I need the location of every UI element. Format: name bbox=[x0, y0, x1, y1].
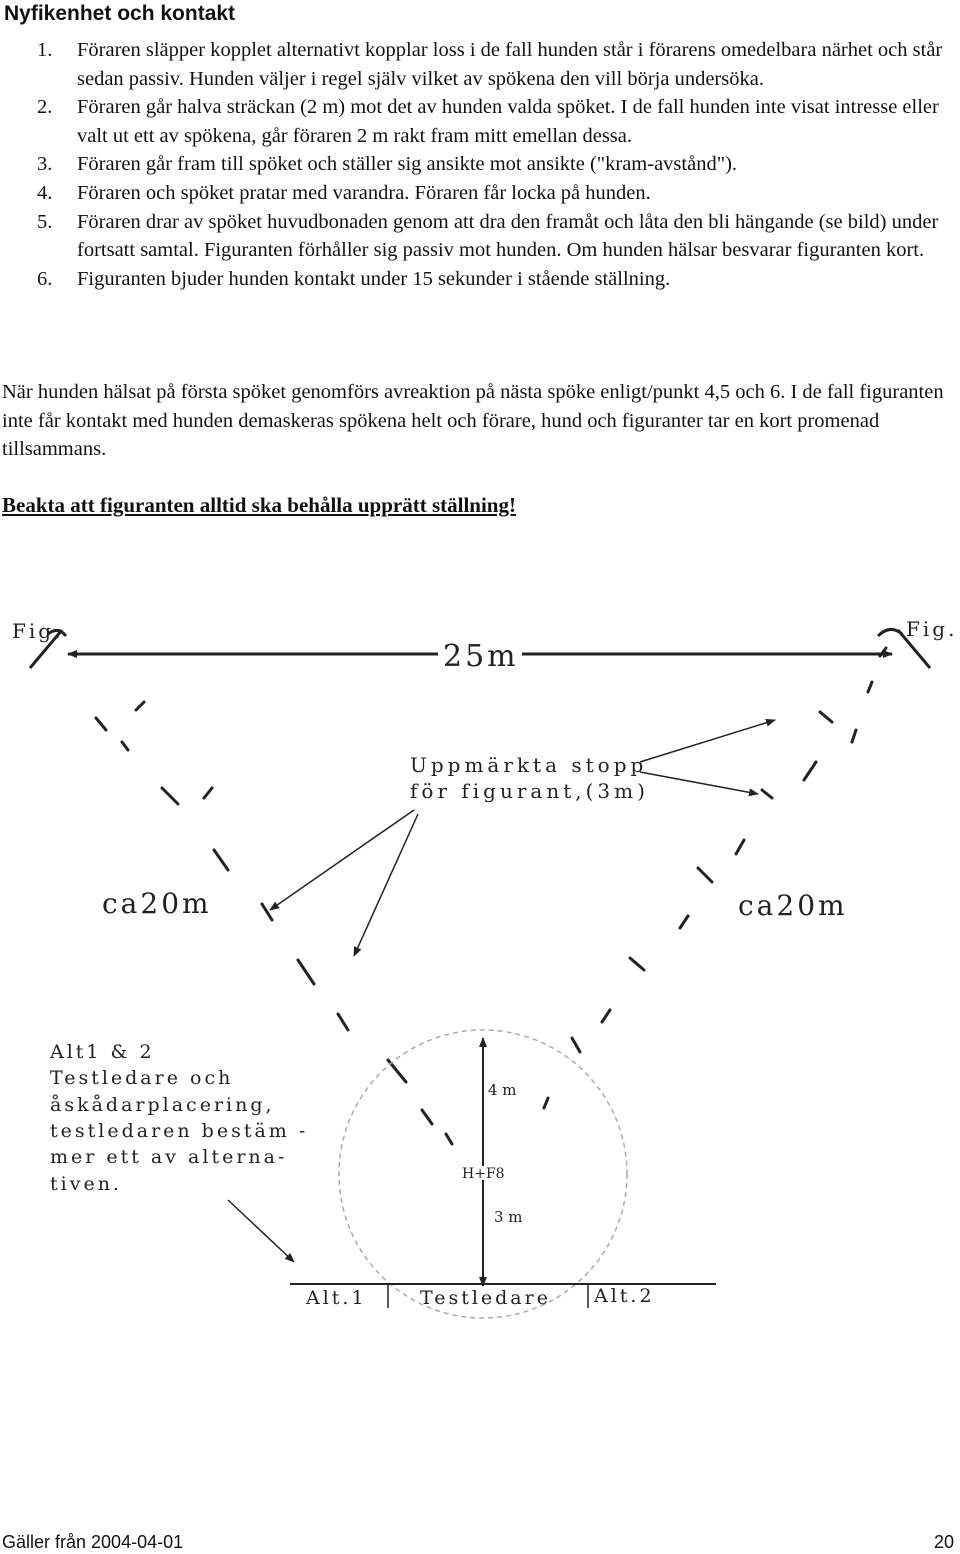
step-item bbox=[37, 208, 957, 265]
alt1-label: Alt.1 bbox=[306, 1287, 367, 1309]
step-item bbox=[37, 93, 957, 150]
alt-line: tiven. bbox=[50, 1173, 122, 1195]
field-diagram bbox=[0, 590, 960, 1330]
footer-page-number: 20 bbox=[933, 1532, 954, 1552]
distance-right-label: ca20m bbox=[738, 889, 848, 922]
stop-label-line2: för figurant,(3m) bbox=[410, 779, 649, 803]
distance-25m-label: 25m bbox=[443, 639, 519, 674]
step-text: Föraren släpper kopplet alternativt kopplar loss i de fall hunden står i förarens omedelbara närhet och står sedan passiv. Hunden väljer i regel själv vilket av spökena den vill börja undersöka. bbox=[77, 39, 943, 90]
step-text: Figuranten bjuder hunden kontakt under 15 sekunder i stående ställning. bbox=[77, 267, 671, 290]
stop-label-line1: Uppmärkta stopp bbox=[410, 753, 648, 777]
step-number: 4. bbox=[37, 181, 53, 204]
step-number: 1. bbox=[37, 39, 53, 61]
important-note-text: Beakta att figuranten alltid ska behålla upprätt ställning! bbox=[2, 493, 516, 517]
important-note bbox=[2, 493, 516, 518]
right-path-marks bbox=[544, 648, 886, 1108]
label-3m: 3 m bbox=[494, 1208, 523, 1226]
fig-left-label: Fig. bbox=[12, 619, 64, 643]
alt-pointer-arrow bbox=[228, 1200, 294, 1262]
fig-right-label: Fig. bbox=[906, 617, 958, 641]
step-item bbox=[37, 150, 957, 179]
procedure-paragraph: När hunden hälsat på första spöket genomförs avreaktion på nästa spöke enligt/punkt 4,5 och 6. I de fall figuranten inte får kontakt med hunden demaskeras spökena helt och förare, hund och figuranter tar en kort promenad tillsammans. bbox=[2, 381, 944, 461]
step-text: Föraren och spöket pratar med varandra. Föraren får locka på hunden. bbox=[77, 181, 651, 204]
instruction-steps bbox=[37, 36, 957, 293]
step-text: Föraren drar av spöket huvudbonaden genom att dra den framåt och låta den bli hängande (se bild) under fortsatt samtal. Figuranten förhåller sig passiv mot hunden. Om hunden hälsar besvarar figuranten kort. bbox=[77, 210, 939, 262]
alt-explanation bbox=[49, 1041, 308, 1195]
step-text: Föraren går halva sträckan (2 m) mot det av hunden valda spöket. I de fall hunden inte visat intresse eller valt ut ett av spökena, går föraren 2 m rakt fram mitt emellan dessa. bbox=[77, 96, 939, 147]
step-item bbox=[37, 179, 957, 208]
label-4m: 4 m bbox=[488, 1081, 517, 1099]
alt-line: mer ett av alterna- bbox=[50, 1146, 288, 1168]
testledare-label: Testledare bbox=[420, 1287, 551, 1309]
step-number: 5. bbox=[37, 210, 53, 233]
footer-valid-from: Gäller från 2004-04-01 bbox=[2, 1532, 184, 1552]
step-item bbox=[37, 36, 957, 93]
distance-left-label: ca20m bbox=[102, 887, 212, 920]
page-heading: Nyfikenhet och kontakt bbox=[4, 2, 236, 25]
step-number: 3. bbox=[37, 153, 53, 176]
alt-line: åskådarplacering, bbox=[50, 1094, 275, 1116]
step-number: 2. bbox=[37, 96, 53, 119]
step-number: 6. bbox=[37, 267, 53, 290]
step-item bbox=[37, 265, 957, 294]
alt-line: testledaren bestäm - bbox=[50, 1120, 309, 1142]
alt2-label: Alt.2 bbox=[594, 1285, 655, 1307]
alt-line: Testledare och bbox=[50, 1067, 234, 1089]
center-marker: H+F8 bbox=[462, 1166, 505, 1182]
alt-line: Alt1 & 2 bbox=[50, 1041, 155, 1063]
step-text: Föraren går fram till spöket och ställer sig ansikte mot ansikte ("kram-avstånd"). bbox=[77, 153, 738, 176]
